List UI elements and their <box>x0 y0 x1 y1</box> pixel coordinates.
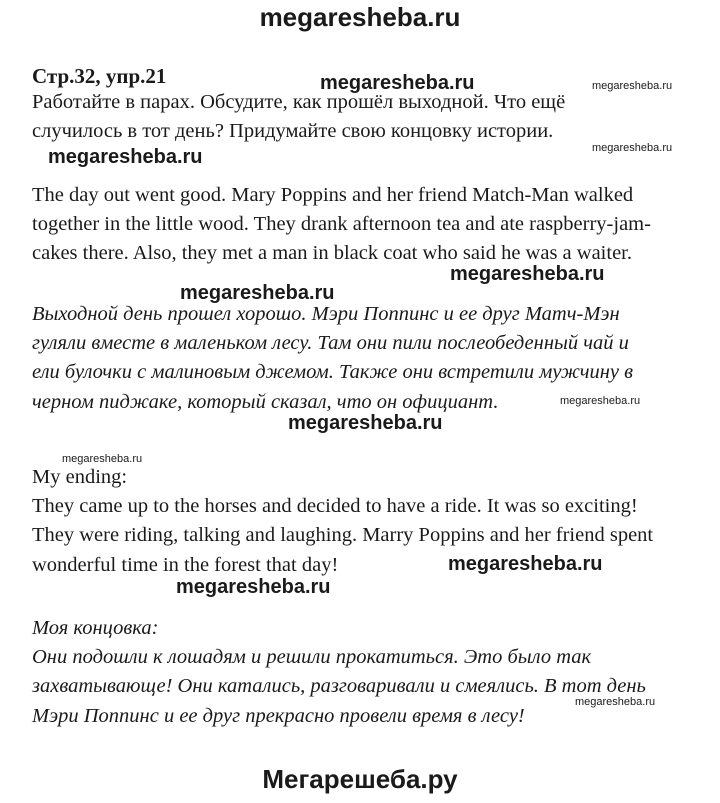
watermark: megaresheba.ru <box>176 576 331 598</box>
watermark-small: megaresheba.ru <box>62 453 143 465</box>
watermark: megaresheba.ru <box>450 263 605 285</box>
russian-story-line: ели булочки с малиновым джемом. Также они встретили мужчину в <box>32 361 634 384</box>
watermark: megaresheba.ru <box>180 282 335 304</box>
task-text <box>32 88 704 146</box>
english-story-line: together in the little wood. They drank afternoon tea and ate raspberry-jam- <box>32 213 651 236</box>
english-story-line: The day out went good. Mary Poppins and her friend Match-Man walked <box>32 184 634 206</box>
my-ending-line: They came up to the horses and decided to have a ride. It was so exciting! <box>32 495 638 518</box>
page-heading: Стр.32, упр.21 <box>32 64 167 88</box>
task-line: Работайте в парах. Обсудите, как прошёл выходной. Что ещё <box>32 91 566 113</box>
watermark-small: megaresheba.ru <box>592 142 673 154</box>
russian-story-line: гуляли вместе в маленьком лесу. Там они пили послеобеденный чай и <box>32 332 629 355</box>
russian-ending <box>32 614 704 731</box>
watermark-header: megaresheba.ru <box>259 2 461 32</box>
russian-ending-label: Моя концовка: <box>32 617 159 639</box>
my-ending-line: They were riding, talking and laughing. Marry Poppins and her friend spent <box>32 524 654 547</box>
russian-ending-line: захватывающе! Они катались, разговаривали и смеялись. В тот день <box>32 675 646 698</box>
english-story <box>32 181 704 269</box>
my-ending-line: wonderful time in the forest that day! <box>32 553 339 576</box>
watermark-small: megaresheba.ru <box>592 80 673 92</box>
russian-ending-line: Мэри Поппинс и ее друг прекрасно провели время в лесу! <box>32 704 525 727</box>
watermark: megaresheba.ru <box>288 412 443 434</box>
watermark-small: megaresheba.ru <box>575 696 656 708</box>
russian-story-line: черном пиджаке, который сказал, что он официант. <box>32 390 499 413</box>
watermark: megaresheba.ru <box>320 72 475 94</box>
watermark-footer: Мегарешеба.ру <box>262 764 458 794</box>
task-line: случилось в тот день? Придумайте свою концовку истории. <box>32 120 554 143</box>
watermark: megaresheba.ru <box>48 146 203 168</box>
english-story-line: cakes there. Also, they met a man in black coat who said he was a waiter. <box>32 242 632 265</box>
watermark: megaresheba.ru <box>448 553 603 575</box>
russian-story-line: Выходной день прошел хорошо. Мэри Поппинс и ее друг Матч-Мэн <box>32 303 620 325</box>
watermark-small: megaresheba.ru <box>560 395 641 407</box>
my-ending <box>32 463 704 580</box>
russian-story <box>32 300 704 417</box>
my-ending-label: My ending: <box>32 466 128 488</box>
russian-ending-line: Они подошли к лошадям и решили прокатиться. Это было так <box>32 646 592 669</box>
